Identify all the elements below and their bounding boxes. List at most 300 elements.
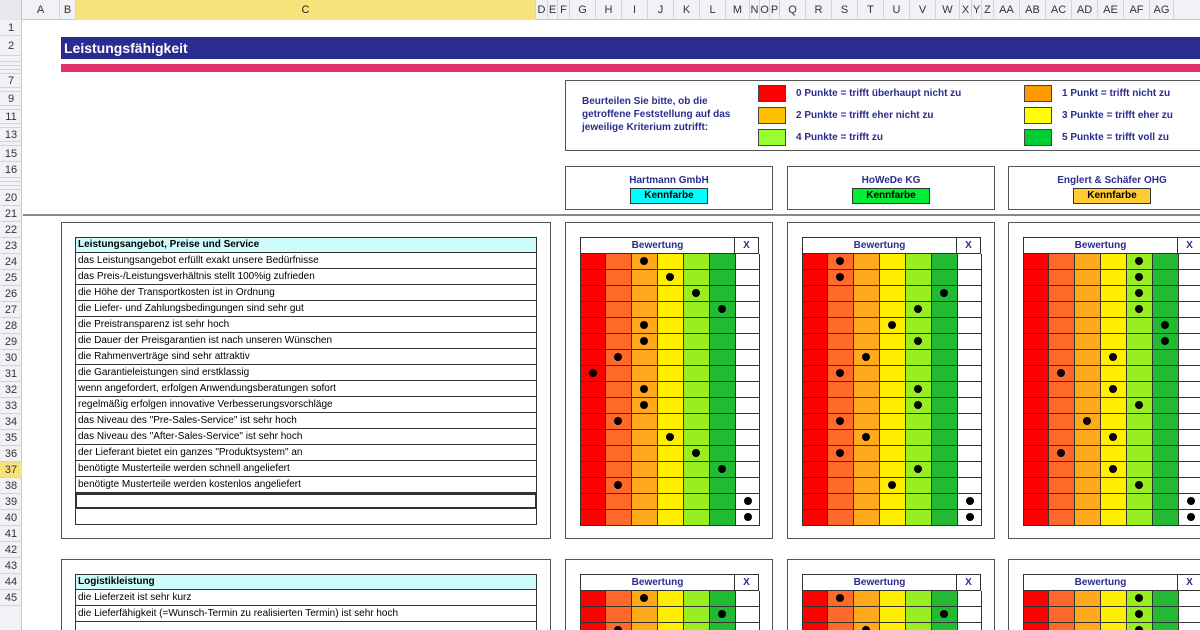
- rating-cell[interactable]: [906, 607, 932, 623]
- rating-cell[interactable]: [684, 350, 710, 366]
- rating-cell[interactable]: [1049, 382, 1075, 398]
- rating-cell[interactable]: [932, 478, 958, 494]
- rating-cell[interactable]: [880, 623, 906, 630]
- rating-cell[interactable]: [632, 334, 658, 350]
- x-cell[interactable]: [958, 430, 982, 446]
- rating-cell[interactable]: [802, 318, 828, 334]
- rating-cell[interactable]: [828, 510, 854, 526]
- row-header-1[interactable]: 1: [0, 20, 22, 36]
- x-cell[interactable]: [736, 366, 760, 382]
- rating-cell[interactable]: [606, 446, 632, 462]
- criteria-row[interactable]: die Lieferfähigkeit (=Wunsch-Termin zu realisierten Termin) ist sehr hoch: [75, 606, 537, 622]
- rating-cell[interactable]: [1153, 318, 1179, 334]
- rating-cell[interactable]: [1049, 270, 1075, 286]
- rating-cell[interactable]: [932, 430, 958, 446]
- rating-cell[interactable]: [580, 414, 606, 430]
- rating-cell[interactable]: [1075, 591, 1101, 607]
- rating-cell[interactable]: [658, 446, 684, 462]
- x-cell[interactable]: [958, 318, 982, 334]
- rating-cell[interactable]: [906, 302, 932, 318]
- rating-cell[interactable]: [932, 607, 958, 623]
- rating-cell[interactable]: [1023, 318, 1049, 334]
- rating-cell[interactable]: [632, 398, 658, 414]
- rating-cell[interactable]: [906, 494, 932, 510]
- rating-cell[interactable]: [1075, 286, 1101, 302]
- rating-cell[interactable]: [658, 623, 684, 630]
- rating-cell[interactable]: [1049, 607, 1075, 623]
- rating-cell[interactable]: [632, 366, 658, 382]
- criteria-row[interactable]: die Lieferzeit ist sehr kurz: [75, 590, 537, 606]
- rating-cell[interactable]: [906, 414, 932, 430]
- rating-cell[interactable]: [828, 254, 854, 270]
- x-cell[interactable]: [736, 382, 760, 398]
- row-header-39[interactable]: 39: [0, 494, 22, 510]
- criteria-row[interactable]: das Leistungsangebot erfüllt exakt unsere Bedürfnisse: [75, 253, 537, 269]
- rating-cell[interactable]: [580, 446, 606, 462]
- rating-cell[interactable]: [1075, 430, 1101, 446]
- rating-cell[interactable]: [1127, 318, 1153, 334]
- row-header-38[interactable]: 38: [0, 478, 22, 494]
- rating-cell[interactable]: [658, 382, 684, 398]
- column-header-o[interactable]: O: [760, 0, 770, 20]
- row-header-20[interactable]: 20: [0, 190, 22, 206]
- rating-cell[interactable]: [1101, 334, 1127, 350]
- rating-cell[interactable]: [1101, 430, 1127, 446]
- rating-cell[interactable]: [606, 591, 632, 607]
- rating-cell[interactable]: [710, 510, 736, 526]
- criteria-row[interactable]: benötigte Musterteile werden kostenlos angeliefert: [75, 477, 537, 493]
- rating-cell[interactable]: [802, 382, 828, 398]
- x-cell[interactable]: [1179, 382, 1200, 398]
- rating-cell[interactable]: [906, 446, 932, 462]
- rating-cell[interactable]: [1075, 607, 1101, 623]
- rating-cell[interactable]: [632, 414, 658, 430]
- rating-cell[interactable]: [658, 318, 684, 334]
- rating-cell[interactable]: [632, 478, 658, 494]
- rating-cell[interactable]: [1023, 286, 1049, 302]
- rating-cell[interactable]: [710, 398, 736, 414]
- rating-cell[interactable]: [906, 318, 932, 334]
- rating-cell[interactable]: [632, 270, 658, 286]
- rating-cell[interactable]: [854, 286, 880, 302]
- rating-cell[interactable]: [828, 270, 854, 286]
- rating-cell[interactable]: [932, 270, 958, 286]
- rating-cell[interactable]: [1153, 623, 1179, 630]
- x-cell[interactable]: [1179, 623, 1200, 630]
- rating-cell[interactable]: [880, 350, 906, 366]
- x-cell[interactable]: [958, 414, 982, 430]
- rating-cell[interactable]: [932, 334, 958, 350]
- rating-cell[interactable]: [1153, 254, 1179, 270]
- column-header-h[interactable]: H: [596, 0, 622, 20]
- rating-cell[interactable]: [658, 398, 684, 414]
- x-cell[interactable]: [1179, 398, 1200, 414]
- rating-cell[interactable]: [1075, 382, 1101, 398]
- rating-cell[interactable]: [606, 366, 632, 382]
- rating-cell[interactable]: [1153, 446, 1179, 462]
- rating-cell[interactable]: [606, 462, 632, 478]
- column-header-ab[interactable]: AB: [1020, 0, 1046, 20]
- rating-cell[interactable]: [1049, 478, 1075, 494]
- rating-cell[interactable]: [580, 350, 606, 366]
- rating-cell[interactable]: [828, 286, 854, 302]
- rating-cell[interactable]: [580, 623, 606, 630]
- rating-cell[interactable]: [802, 446, 828, 462]
- rating-cell[interactable]: [710, 286, 736, 302]
- rating-cell[interactable]: [632, 254, 658, 270]
- rating-cell[interactable]: [1023, 591, 1049, 607]
- x-cell[interactable]: [958, 334, 982, 350]
- x-cell[interactable]: [1179, 494, 1200, 510]
- rating-cell[interactable]: [854, 607, 880, 623]
- rating-cell[interactable]: [1127, 302, 1153, 318]
- column-header-aa[interactable]: AA: [994, 0, 1020, 20]
- rating-cell[interactable]: [880, 607, 906, 623]
- x-cell[interactable]: [958, 607, 982, 623]
- rating-cell[interactable]: [1101, 462, 1127, 478]
- x-cell[interactable]: [958, 350, 982, 366]
- rating-cell[interactable]: [1075, 302, 1101, 318]
- criteria-row[interactable]: die Liefer- und Zahlungsbedingungen sind sehr gut: [75, 301, 537, 317]
- rating-cell[interactable]: [1075, 398, 1101, 414]
- rating-cell[interactable]: [828, 398, 854, 414]
- rating-cell[interactable]: [684, 334, 710, 350]
- rating-cell[interactable]: [1023, 350, 1049, 366]
- rating-cell[interactable]: [854, 318, 880, 334]
- rating-cell[interactable]: [684, 430, 710, 446]
- rating-cell[interactable]: [710, 462, 736, 478]
- rating-cell[interactable]: [880, 591, 906, 607]
- row-header-22[interactable]: 22: [0, 222, 22, 238]
- rating-cell[interactable]: [1075, 494, 1101, 510]
- rating-cell[interactable]: [632, 286, 658, 302]
- rating-cell[interactable]: [880, 254, 906, 270]
- column-header-n[interactable]: N: [750, 0, 760, 20]
- rating-cell[interactable]: [1127, 270, 1153, 286]
- rating-cell[interactable]: [580, 254, 606, 270]
- rating-cell[interactable]: [854, 446, 880, 462]
- rating-cell[interactable]: [880, 414, 906, 430]
- rating-cell[interactable]: [684, 494, 710, 510]
- rating-cell[interactable]: [828, 446, 854, 462]
- x-cell[interactable]: [736, 430, 760, 446]
- rating-cell[interactable]: [828, 366, 854, 382]
- rating-cell[interactable]: [828, 494, 854, 510]
- rating-cell[interactable]: [1049, 366, 1075, 382]
- x-cell[interactable]: [1179, 366, 1200, 382]
- x-cell[interactable]: [736, 623, 760, 630]
- rating-cell[interactable]: [684, 382, 710, 398]
- rating-cell[interactable]: [606, 302, 632, 318]
- rating-cell[interactable]: [802, 270, 828, 286]
- rating-cell[interactable]: [1153, 430, 1179, 446]
- x-cell[interactable]: [958, 366, 982, 382]
- rating-cell[interactable]: [710, 302, 736, 318]
- rating-cell[interactable]: [828, 430, 854, 446]
- rating-cell[interactable]: [802, 494, 828, 510]
- row-header-21[interactable]: 21: [0, 206, 22, 222]
- x-cell[interactable]: [736, 318, 760, 334]
- column-header-b[interactable]: B: [60, 0, 76, 20]
- rating-cell[interactable]: [1049, 302, 1075, 318]
- column-header-w[interactable]: W: [936, 0, 960, 20]
- x-cell[interactable]: [958, 302, 982, 318]
- rating-cell[interactable]: [710, 430, 736, 446]
- rating-cell[interactable]: [1023, 623, 1049, 630]
- rating-cell[interactable]: [658, 591, 684, 607]
- rating-cell[interactable]: [1101, 350, 1127, 366]
- criteria-row[interactable]: die Höhe der Transportkosten ist in Ordnung: [75, 285, 537, 301]
- rating-cell[interactable]: [1075, 510, 1101, 526]
- x-cell[interactable]: [736, 350, 760, 366]
- x-cell[interactable]: [1179, 462, 1200, 478]
- rating-cell[interactable]: [1049, 286, 1075, 302]
- rating-cell[interactable]: [1075, 366, 1101, 382]
- rating-cell[interactable]: [1153, 462, 1179, 478]
- rating-cell[interactable]: [906, 382, 932, 398]
- rating-cell[interactable]: [1023, 607, 1049, 623]
- rating-cell[interactable]: [1101, 494, 1127, 510]
- rating-cell[interactable]: [580, 334, 606, 350]
- row-header-7[interactable]: 7: [0, 74, 22, 88]
- rating-cell[interactable]: [802, 478, 828, 494]
- x-cell[interactable]: [736, 462, 760, 478]
- rating-cell[interactable]: [684, 607, 710, 623]
- rating-cell[interactable]: [632, 446, 658, 462]
- row-header-42[interactable]: 42: [0, 542, 22, 558]
- rating-cell[interactable]: [802, 462, 828, 478]
- rating-cell[interactable]: [1075, 334, 1101, 350]
- rating-cell[interactable]: [606, 510, 632, 526]
- rating-cell[interactable]: [906, 623, 932, 630]
- rating-cell[interactable]: [606, 478, 632, 494]
- rating-cell[interactable]: [828, 623, 854, 630]
- rating-cell[interactable]: [1153, 414, 1179, 430]
- rating-cell[interactable]: [580, 607, 606, 623]
- column-header-r[interactable]: R: [806, 0, 832, 20]
- rating-cell[interactable]: [1101, 382, 1127, 398]
- rating-cell[interactable]: [632, 607, 658, 623]
- rating-cell[interactable]: [880, 462, 906, 478]
- rating-cell[interactable]: [1153, 334, 1179, 350]
- x-cell[interactable]: [736, 286, 760, 302]
- rating-cell[interactable]: [1153, 591, 1179, 607]
- x-cell[interactable]: [958, 494, 982, 510]
- criteria-row[interactable]: [75, 509, 537, 525]
- rating-cell[interactable]: [580, 510, 606, 526]
- x-cell[interactable]: [1179, 334, 1200, 350]
- rating-cell[interactable]: [1101, 254, 1127, 270]
- x-cell[interactable]: [736, 494, 760, 510]
- x-cell[interactable]: [958, 510, 982, 526]
- row-header-34[interactable]: 34: [0, 414, 22, 430]
- row-header-23[interactable]: 23: [0, 238, 22, 254]
- row-header-41[interactable]: 41: [0, 526, 22, 542]
- rating-cell[interactable]: [1023, 334, 1049, 350]
- rating-cell[interactable]: [802, 286, 828, 302]
- rating-cell[interactable]: [854, 334, 880, 350]
- rating-cell[interactable]: [710, 494, 736, 510]
- rating-cell[interactable]: [658, 366, 684, 382]
- rating-cell[interactable]: [658, 270, 684, 286]
- column-header-g[interactable]: G: [570, 0, 596, 20]
- rating-cell[interactable]: [906, 286, 932, 302]
- rating-cell[interactable]: [1101, 414, 1127, 430]
- criteria-row[interactable]: das Preis-/Leistungsverhältnis stellt 100%ig zufrieden: [75, 269, 537, 285]
- rating-cell[interactable]: [710, 607, 736, 623]
- rating-cell[interactable]: [684, 591, 710, 607]
- rating-cell[interactable]: [710, 366, 736, 382]
- rating-cell[interactable]: [1023, 254, 1049, 270]
- column-header-j[interactable]: J: [648, 0, 674, 20]
- rating-cell[interactable]: [1127, 254, 1153, 270]
- rating-cell[interactable]: [1153, 382, 1179, 398]
- rating-cell[interactable]: [932, 398, 958, 414]
- rating-cell[interactable]: [880, 430, 906, 446]
- x-cell[interactable]: [736, 478, 760, 494]
- x-cell[interactable]: [1179, 607, 1200, 623]
- criteria-row[interactable]: die Dauer der Preisgarantien ist nach unseren Wünschen: [75, 333, 537, 349]
- rating-cell[interactable]: [802, 414, 828, 430]
- x-cell[interactable]: [736, 446, 760, 462]
- rating-cell[interactable]: [684, 366, 710, 382]
- rating-cell[interactable]: [932, 494, 958, 510]
- rating-cell[interactable]: [580, 302, 606, 318]
- rating-cell[interactable]: [932, 318, 958, 334]
- rating-cell[interactable]: [1075, 270, 1101, 286]
- rating-cell[interactable]: [828, 318, 854, 334]
- x-cell[interactable]: [1179, 430, 1200, 446]
- column-header-a[interactable]: A: [22, 0, 60, 20]
- column-header-ag[interactable]: AG: [1150, 0, 1174, 20]
- rating-cell[interactable]: [906, 350, 932, 366]
- x-cell[interactable]: [958, 623, 982, 630]
- rating-cell[interactable]: [710, 318, 736, 334]
- rating-cell[interactable]: [632, 494, 658, 510]
- row-header-30[interactable]: 30: [0, 350, 22, 366]
- rating-cell[interactable]: [1023, 382, 1049, 398]
- rating-cell[interactable]: [854, 382, 880, 398]
- rating-cell[interactable]: [606, 254, 632, 270]
- rating-cell[interactable]: [1127, 591, 1153, 607]
- rating-cell[interactable]: [632, 302, 658, 318]
- rating-cell[interactable]: [710, 446, 736, 462]
- rating-cell[interactable]: [854, 302, 880, 318]
- rating-cell[interactable]: [1049, 318, 1075, 334]
- x-cell[interactable]: [1179, 270, 1200, 286]
- rating-cell[interactable]: [1049, 494, 1075, 510]
- rating-cell[interactable]: [606, 430, 632, 446]
- rating-cell[interactable]: [1127, 366, 1153, 382]
- row-header-40[interactable]: 40: [0, 510, 22, 526]
- rating-cell[interactable]: [1075, 414, 1101, 430]
- rating-cell[interactable]: [658, 286, 684, 302]
- rating-cell[interactable]: [684, 254, 710, 270]
- rating-cell[interactable]: [1101, 318, 1127, 334]
- rating-cell[interactable]: [606, 607, 632, 623]
- rating-cell[interactable]: [854, 254, 880, 270]
- rating-cell[interactable]: [632, 462, 658, 478]
- rating-cell[interactable]: [1153, 398, 1179, 414]
- rating-cell[interactable]: [1075, 254, 1101, 270]
- rating-cell[interactable]: [580, 462, 606, 478]
- rating-cell[interactable]: [1153, 286, 1179, 302]
- rating-cell[interactable]: [906, 510, 932, 526]
- rating-cell[interactable]: [580, 270, 606, 286]
- rating-cell[interactable]: [1127, 623, 1153, 630]
- rating-cell[interactable]: [802, 366, 828, 382]
- column-header-v[interactable]: V: [910, 0, 936, 20]
- rating-cell[interactable]: [932, 623, 958, 630]
- rating-cell[interactable]: [1127, 462, 1153, 478]
- rating-cell[interactable]: [1023, 494, 1049, 510]
- rating-cell[interactable]: [828, 414, 854, 430]
- rating-cell[interactable]: [932, 510, 958, 526]
- criteria-row[interactable]: [75, 622, 537, 630]
- rating-cell[interactable]: [1023, 446, 1049, 462]
- row-header-2[interactable]: 2: [0, 36, 22, 56]
- column-header-u[interactable]: U: [884, 0, 910, 20]
- rating-cell[interactable]: [684, 318, 710, 334]
- rating-cell[interactable]: [932, 446, 958, 462]
- rating-cell[interactable]: [606, 382, 632, 398]
- rating-cell[interactable]: [606, 414, 632, 430]
- rating-cell[interactable]: [1023, 510, 1049, 526]
- rating-cell[interactable]: [580, 398, 606, 414]
- rating-cell[interactable]: [1049, 350, 1075, 366]
- rating-cell[interactable]: [880, 270, 906, 286]
- row-header-13[interactable]: 13: [0, 128, 22, 142]
- row-header-29[interactable]: 29: [0, 334, 22, 350]
- rating-cell[interactable]: [580, 430, 606, 446]
- rating-cell[interactable]: [802, 398, 828, 414]
- rating-cell[interactable]: [932, 414, 958, 430]
- rating-cell[interactable]: [854, 350, 880, 366]
- rating-cell[interactable]: [580, 478, 606, 494]
- rating-cell[interactable]: [606, 270, 632, 286]
- rating-cell[interactable]: [802, 591, 828, 607]
- x-cell[interactable]: [1179, 478, 1200, 494]
- x-cell[interactable]: [736, 398, 760, 414]
- row-header-28[interactable]: 28: [0, 318, 22, 334]
- rating-cell[interactable]: [710, 334, 736, 350]
- column-header-k[interactable]: K: [674, 0, 700, 20]
- criteria-row[interactable]: regelmäßig erfolgen innovative Verbesserungsvorschläge: [75, 397, 537, 413]
- row-header-44[interactable]: 44: [0, 574, 22, 590]
- rating-cell[interactable]: [1101, 366, 1127, 382]
- rating-cell[interactable]: [1153, 302, 1179, 318]
- rating-cell[interactable]: [854, 270, 880, 286]
- rating-cell[interactable]: [854, 591, 880, 607]
- rating-cell[interactable]: [658, 414, 684, 430]
- rating-cell[interactable]: [1075, 446, 1101, 462]
- rating-cell[interactable]: [880, 366, 906, 382]
- rating-cell[interactable]: [658, 334, 684, 350]
- rating-cell[interactable]: [906, 366, 932, 382]
- rating-cell[interactable]: [880, 510, 906, 526]
- rating-cell[interactable]: [828, 382, 854, 398]
- row-header-35[interactable]: 35: [0, 430, 22, 446]
- rating-cell[interactable]: [1101, 510, 1127, 526]
- x-cell[interactable]: [958, 446, 982, 462]
- x-cell[interactable]: [736, 254, 760, 270]
- rating-cell[interactable]: [632, 591, 658, 607]
- rating-cell[interactable]: [906, 430, 932, 446]
- rating-cell[interactable]: [1127, 334, 1153, 350]
- row-header-9[interactable]: 9: [0, 92, 22, 106]
- rating-cell[interactable]: [606, 350, 632, 366]
- rating-cell[interactable]: [932, 254, 958, 270]
